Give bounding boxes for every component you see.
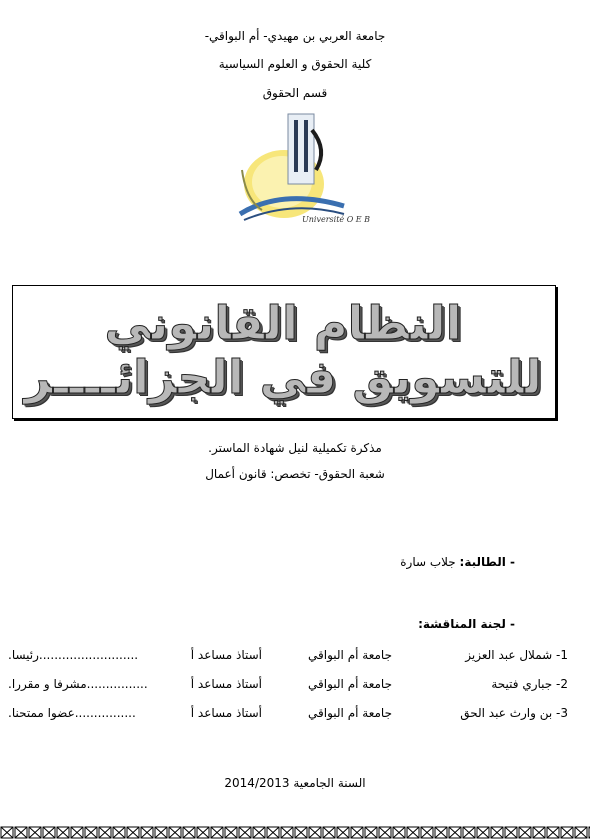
jury-member-name: 3- بن وارث عبد الحق bbox=[460, 706, 568, 720]
jury-member-row bbox=[8, 677, 568, 693]
jury-member-row bbox=[8, 706, 568, 722]
svg-text:Université O E B: Université O E B bbox=[302, 215, 371, 224]
jury-member-rank: أستاذ مساعد أ bbox=[190, 706, 262, 720]
faculty-name: كلية الحقوق و العلوم السياسية bbox=[218, 57, 372, 71]
jury-member-name: 2- جباري فتيحة bbox=[491, 677, 568, 691]
department-name: قسم الحقوق bbox=[262, 86, 328, 100]
decorative-page-border bbox=[0, 825, 590, 840]
university-name: جامعة العربي بن مهيدي- أم البواقي- bbox=[204, 29, 386, 43]
jury-member-rank: أستاذ مساعد أ bbox=[190, 648, 262, 662]
jury-member-university: جامعة أم البواقي bbox=[308, 648, 392, 662]
specialty-line: شعبة الحقوق- تخصص: قانون أعمال bbox=[205, 467, 385, 481]
degree-line: مذكرة تكميلية لنيل شهادة الماستر. bbox=[208, 441, 382, 455]
student-name: جلاب سارة bbox=[400, 555, 456, 569]
jury-member-university: جامعة أم البواقي bbox=[308, 706, 392, 720]
jury-member-role: ................عضوا ممتحنا. bbox=[8, 706, 136, 720]
jury-member-role: ................مشرفا و مقررا. bbox=[8, 677, 148, 691]
jury-member-rank: أستاذ مساعد أ bbox=[190, 677, 262, 691]
university-logo-icon bbox=[232, 110, 371, 230]
jury-member-role: ..........................رئيسا. bbox=[8, 648, 139, 662]
thesis-title: النظام القانوني للتسويق في الجزائــــر bbox=[24, 296, 542, 404]
jury-member-row bbox=[8, 648, 568, 664]
jury-title: - لجنة المناقشة: bbox=[418, 617, 515, 631]
jury-member-name: 1- شملال عبد العزيز bbox=[465, 648, 568, 662]
academic-year: السنة الجامعية 2014/2013 bbox=[224, 776, 366, 790]
student-label: - الطالبة: bbox=[459, 555, 515, 569]
jury-member-university: جامعة أم البواقي bbox=[308, 677, 392, 691]
student-line bbox=[400, 555, 515, 569]
